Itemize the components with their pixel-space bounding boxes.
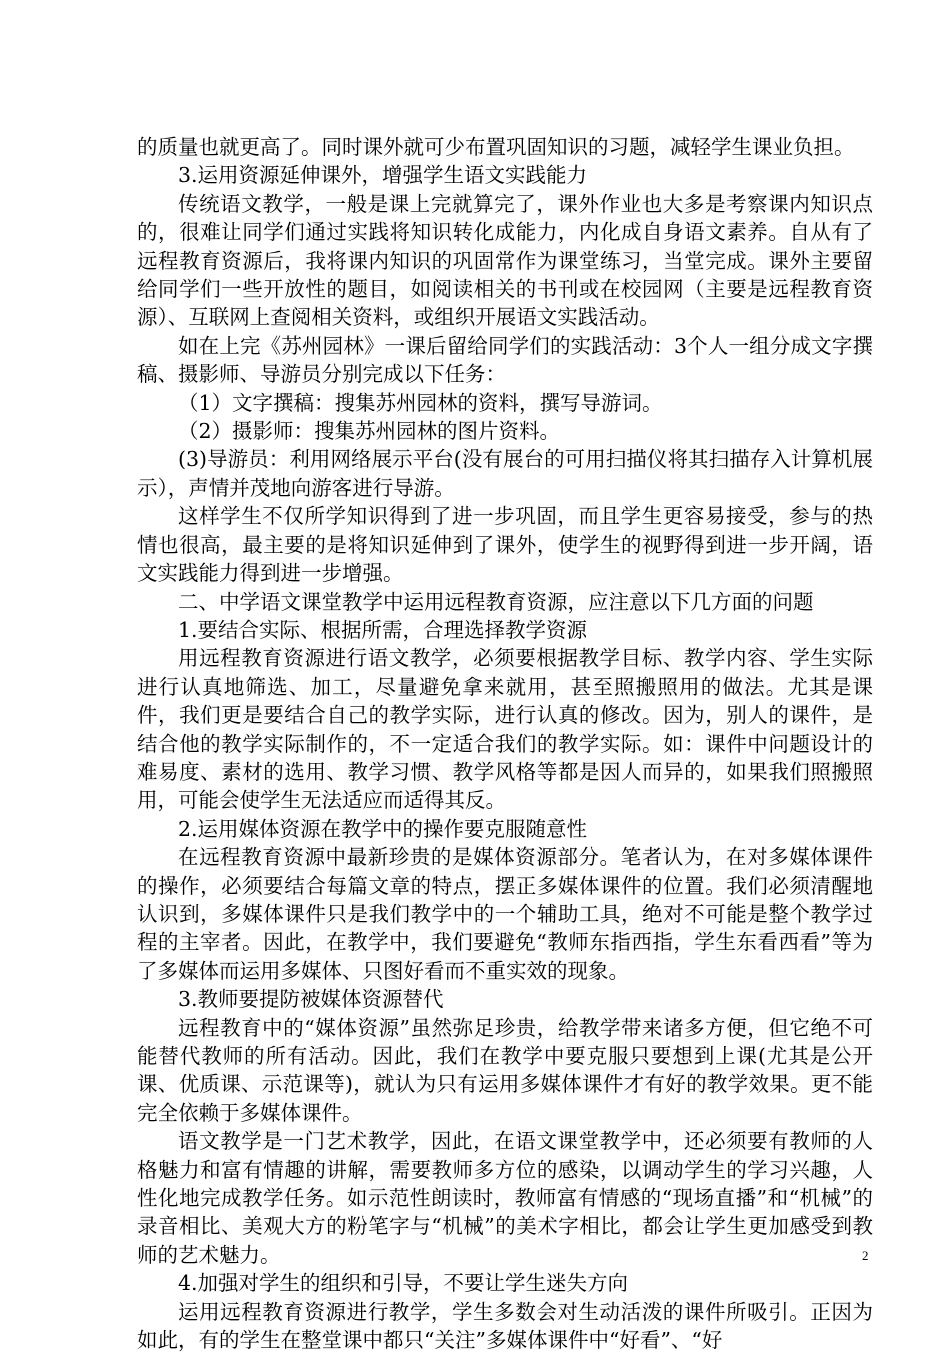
paragraph-heading-3: 3.运用资源延伸课外，增强学生语文实践能力 bbox=[178, 163, 588, 188]
paragraph-heading-s4: 4.加强对学生的组织和引导，不要让学生迷失方向 bbox=[178, 1271, 629, 1296]
document-body bbox=[137, 133, 873, 1354]
paragraph-p-guide: 运用远程教育资源进行教学，学生多数会对生动活泼的课件所吸引。正因为如此，有的学生在整堂课中都只“关注”多媒体课件中“好看”、“好 bbox=[137, 1299, 873, 1353]
paragraph-task-1: （1）文字撰稿：搜集苏州园林的资料，撰写导游词。 bbox=[178, 390, 663, 415]
paragraph-p-media: 在远程教育资源中最新珍贵的是媒体资源部分。笔者认为，在对多媒体课件的操作，必须要结合每篇文章的特点，摆正多媒体课件的位置。我们必须清醒地认识到，多媒体课件只是我们教学中的一个辅助工具，绝对不可能是整个教学过程的主宰者。因此，在教学中，我们要避免“教师东指西指，学生东看西看”等为了多媒体而运用多媒体、只图好看而不重实效的现象。 bbox=[137, 845, 873, 983]
paragraph-heading-s3: 3.教师要提防被媒体资源替代 bbox=[178, 987, 444, 1012]
paragraph-task-2: （2）摄影师：搜集苏州园林的图片资料。 bbox=[178, 419, 561, 444]
paragraph-p-traditional: 传统语文教学，一般是课上完就算完了，课外作业也大多是考察课内知识点的，很难让同学们通过实践将知识转化成能力，内化成自身语文素养。自从有了远程教育资源后，我将课内知识的巩固常作为课堂练习，当堂完成。课外主要留给同学们一些开放性的题目，如阅读相关的书刊或在校园网（主要是远程教育资源）、互联网上查阅相关资料，或组织开展语文实践活动。 bbox=[137, 191, 873, 330]
paragraph-p-result: 这样学生不仅所学知识得到了进一步巩固，而且学生更容易接受，参与的热情也很高，最主要的是将知识延伸到了课外，使学生的视野得到进一步开阔，语文实践能力得到进一步增强。 bbox=[137, 504, 873, 586]
paragraph-task-3: (3)导游员：利用网络展示平台(没有展台的可用扫描仪将其扫描存入计算机展示），声情并茂地向游客进行导游。 bbox=[137, 447, 873, 500]
paragraph-p-select: 用远程教育资源进行语文教学，必须要根据教学目标、教学内容、学生实际进行认真地筛选、加工，尽量避免拿来就用，甚至照搬照用的做法。尤其是课件，我们更是要结合自己的教学实际，进行认真的修改。因为，别人的课件，是结合他的教学实际制作的，不一定适合我们的教学实际。如：课件中问题设计的难易度、素材的选用、教学习惯、教学风格等都是因人而异的，如果我们照搬照用，可能会使学生无法适应而适得其反。 bbox=[137, 646, 873, 813]
paragraph-p-example: 如在上完《苏州园林》一课后留给同学们的实践活动：3个人一组分成文字撰稿、摄影师、导游员分别完成以下任务： bbox=[137, 333, 873, 387]
paragraph-p-teacher: 远程教育中的“媒体资源”虽然弥足珍贵，给教学带来诸多方便，但它绝不可能替代教师的所有活动。因此，我们在教学中要克服只要想到上课(尤其是公开课、优质课、示范课等)，就认为只有运用多媒体课件才有好的教学效果。更不能完全依赖于多媒体课件。 bbox=[137, 1015, 873, 1125]
paragraph-p-continued: 的质量也就更高了。同时课外就可少布置巩固知识的习题，减轻学生课业负担。 bbox=[137, 135, 855, 159]
paragraph-heading-s2: 2.运用媒体资源在教学中的操作要克服随意性 bbox=[178, 816, 588, 841]
paragraph-p-art: 语文教学是一门艺术教学，因此，在语文课堂教学中，还必须要有教师的人格魅力和富有情趣的讲解，需要教师多方位的感染，以调动学生的学习兴趣，人性化地完成教学任务。如示范性朗读时，教师富有情感的“现场直播”和“机械”的录音相比、美观大方的粉笔字与“机械”的美术字相比，都会让学生更加感受到教师的艺术魅力。 bbox=[137, 1129, 873, 1267]
page-number: 2 bbox=[862, 1248, 869, 1263]
paragraph-section-2: 二、中学语文课堂教学中运用远程教育资源，应注意以下几方面的问题 bbox=[178, 589, 814, 614]
paragraph-heading-s1: 1.要结合实际、根据所需，合理选择教学资源 bbox=[178, 617, 588, 642]
